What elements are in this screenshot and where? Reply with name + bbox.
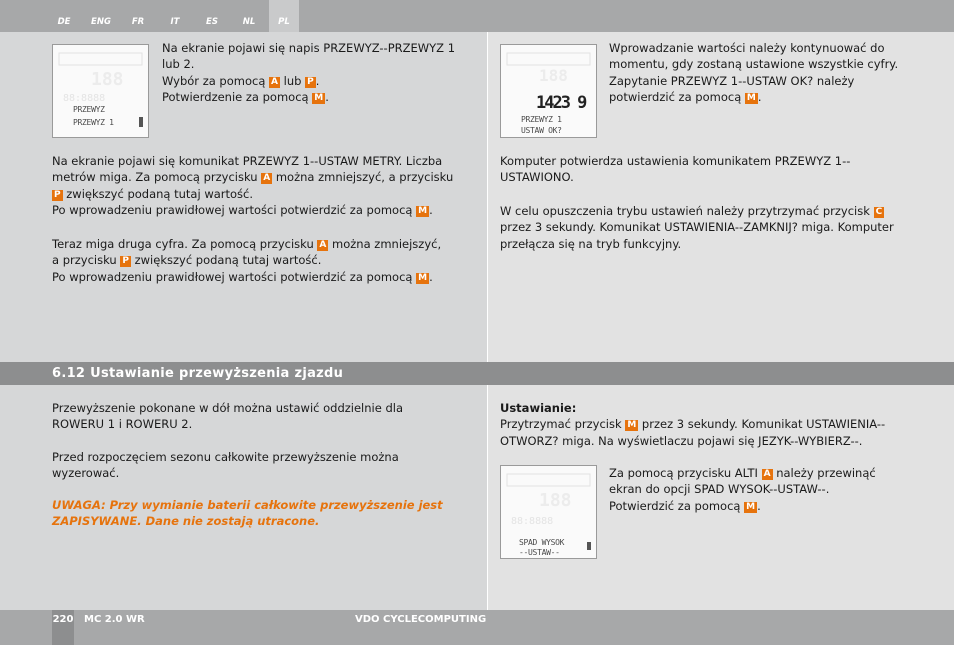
key-m-icon: M [627,420,637,431]
svg-text:88:8888: 88:8888 [511,516,554,527]
key-a-icon: A [763,469,771,479]
lang-tab-nl[interactable]: NL [242,17,256,27]
lcd-line-2: PRZEWYZ 1 [73,118,114,127]
lcd-display-przewyz [52,44,149,138]
right-paragraph-1: Komputer potwierdza ustawienia komunikatem PRZEWYZ 1-- USTAWIONO. [500,154,851,185]
top-right-intro: Wprowadzanie wartości należy kontynuować do momentu, gdy zostaną ustawione wszystkie cyfry. Zapytanie PRZEWYZ 1--USTAW OK? należy potwierdzić za pomocą M . [609,41,899,104]
key-p-icon: P [54,189,61,200]
footer-brand: VDO CYCLECOMPUTING [355,614,487,625]
column-divider [487,32,488,610]
key-p-icon: P [307,76,314,87]
lcd-big-digits: 1423 9 [536,93,586,113]
key-a-icon: A [263,173,271,184]
lcd-line-1: PRZEWYZ [73,105,105,114]
key-p-icon: P [122,256,129,267]
warning-text: UWAGA: Przy wymianie baterii całkowite przewyższenie jest [52,498,443,513]
lang-tab-de[interactable]: DE [57,17,71,27]
section-title: 6.12 Ustawianie przewyższenia zjazdu [52,366,344,381]
lcd-display-ustaw-ok [500,44,597,138]
key-c-icon: C [875,207,883,217]
key-m-icon: M [418,205,428,216]
page-number: 220 [52,610,74,645]
warning-text: ZAPISYWANE. Dane nie zostają utracone. [52,514,320,529]
svg-text:188: 188 [91,69,124,90]
key-m-icon: M [746,92,756,103]
bottom-left-text: Przewyższenie pokonane w dół można ustawić oddzielnie dla ROWERU 1 i ROWERU 2. Przed rozpoczęciem sezonu całkowite przewyższenie można wyzerować. UWAGA: Przy wymianie baterii całkowite przewyższenie jest ZAPISYWANE. Dane nie zostają utracone. [52,400,482,530]
lang-tab-it[interactable]: IT [170,17,180,27]
lcd-display-spad-wysok [500,465,597,559]
bottom-right-text: Ustawianie: Przytrzymać przycisk M przez 3 sekundy. Komunikat USTAWIENIA-- OTWORZ? miga. Na wyświetlaczu pojawi się JEZYK--WYBIERZ--. [500,400,940,449]
left-paragraph-1: Na ekranie pojawi się komunikat PRZEWYZ 1--USTAW METRY. Liczba metrów miga. Za pomocą przycisku A można zmniejszyć, a przycisku P zwiększyć podaną tutaj wartość. Po wprowadzeniu prawidłowej wartości potwierdzić za pomocą M . [52,154,454,217]
key-m-icon: M [746,501,756,512]
lang-tab-es[interactable]: ES [206,17,218,27]
lcd-line-2: --USTAW-- [519,548,560,557]
setting-heading: Ustawianie: [500,401,577,415]
svg-text:188: 188 [539,490,572,511]
lang-tab-eng[interactable]: ENG [91,17,111,27]
top-left-intro: Na ekranie pojawi się napis PRZEWYZ--PRZEWYZ 1 lub 2. Wybór za pomocą A lub P . Potwierdzenie za pomocą M . [162,41,456,104]
key-a-icon: A [271,76,279,87]
svg-text:88:8888: 88:8888 [63,93,106,104]
svg-text:188: 188 [539,66,568,85]
lang-tab-fr[interactable]: FR [131,17,145,27]
lang-tab-pl[interactable]: PL [269,0,299,32]
left-paragraph-2: Teraz miga druga cyfra. Za pomocą przycisku A można zmniejszyć, a przycisku P zwiększyć podaną tutaj wartość. Po wprowadzeniu prawidłowej wartości potwierdzić za pomocą M . [52,237,442,284]
lcd-line-1: PRZEWYZ 1 [521,115,562,124]
bottom-right-instructions: Za pomocą przycisku ALTI A należy przewinąć ekran do opcji SPAD WYSOK--USTAW--. Potwierdzić za pomocą M . [609,466,876,513]
footer-model: MC 2.0 WR [84,614,145,625]
key-m-icon: M [314,92,324,103]
right-paragraph-2: W celu opuszczenia trybu ustawień należy przytrzymać przycisk C przez 3 sekundy. Komunikat USTAWIENIA--ZAMKNIJ? miga. Komputer przełącza się na tryb funkcyjny. [500,204,894,251]
key-a-icon: A [319,240,327,250]
lcd-line-2: USTAW OK? [521,126,562,135]
lcd-line-1: SPAD WYSOK [519,538,565,547]
key-m-icon: M [418,272,428,283]
